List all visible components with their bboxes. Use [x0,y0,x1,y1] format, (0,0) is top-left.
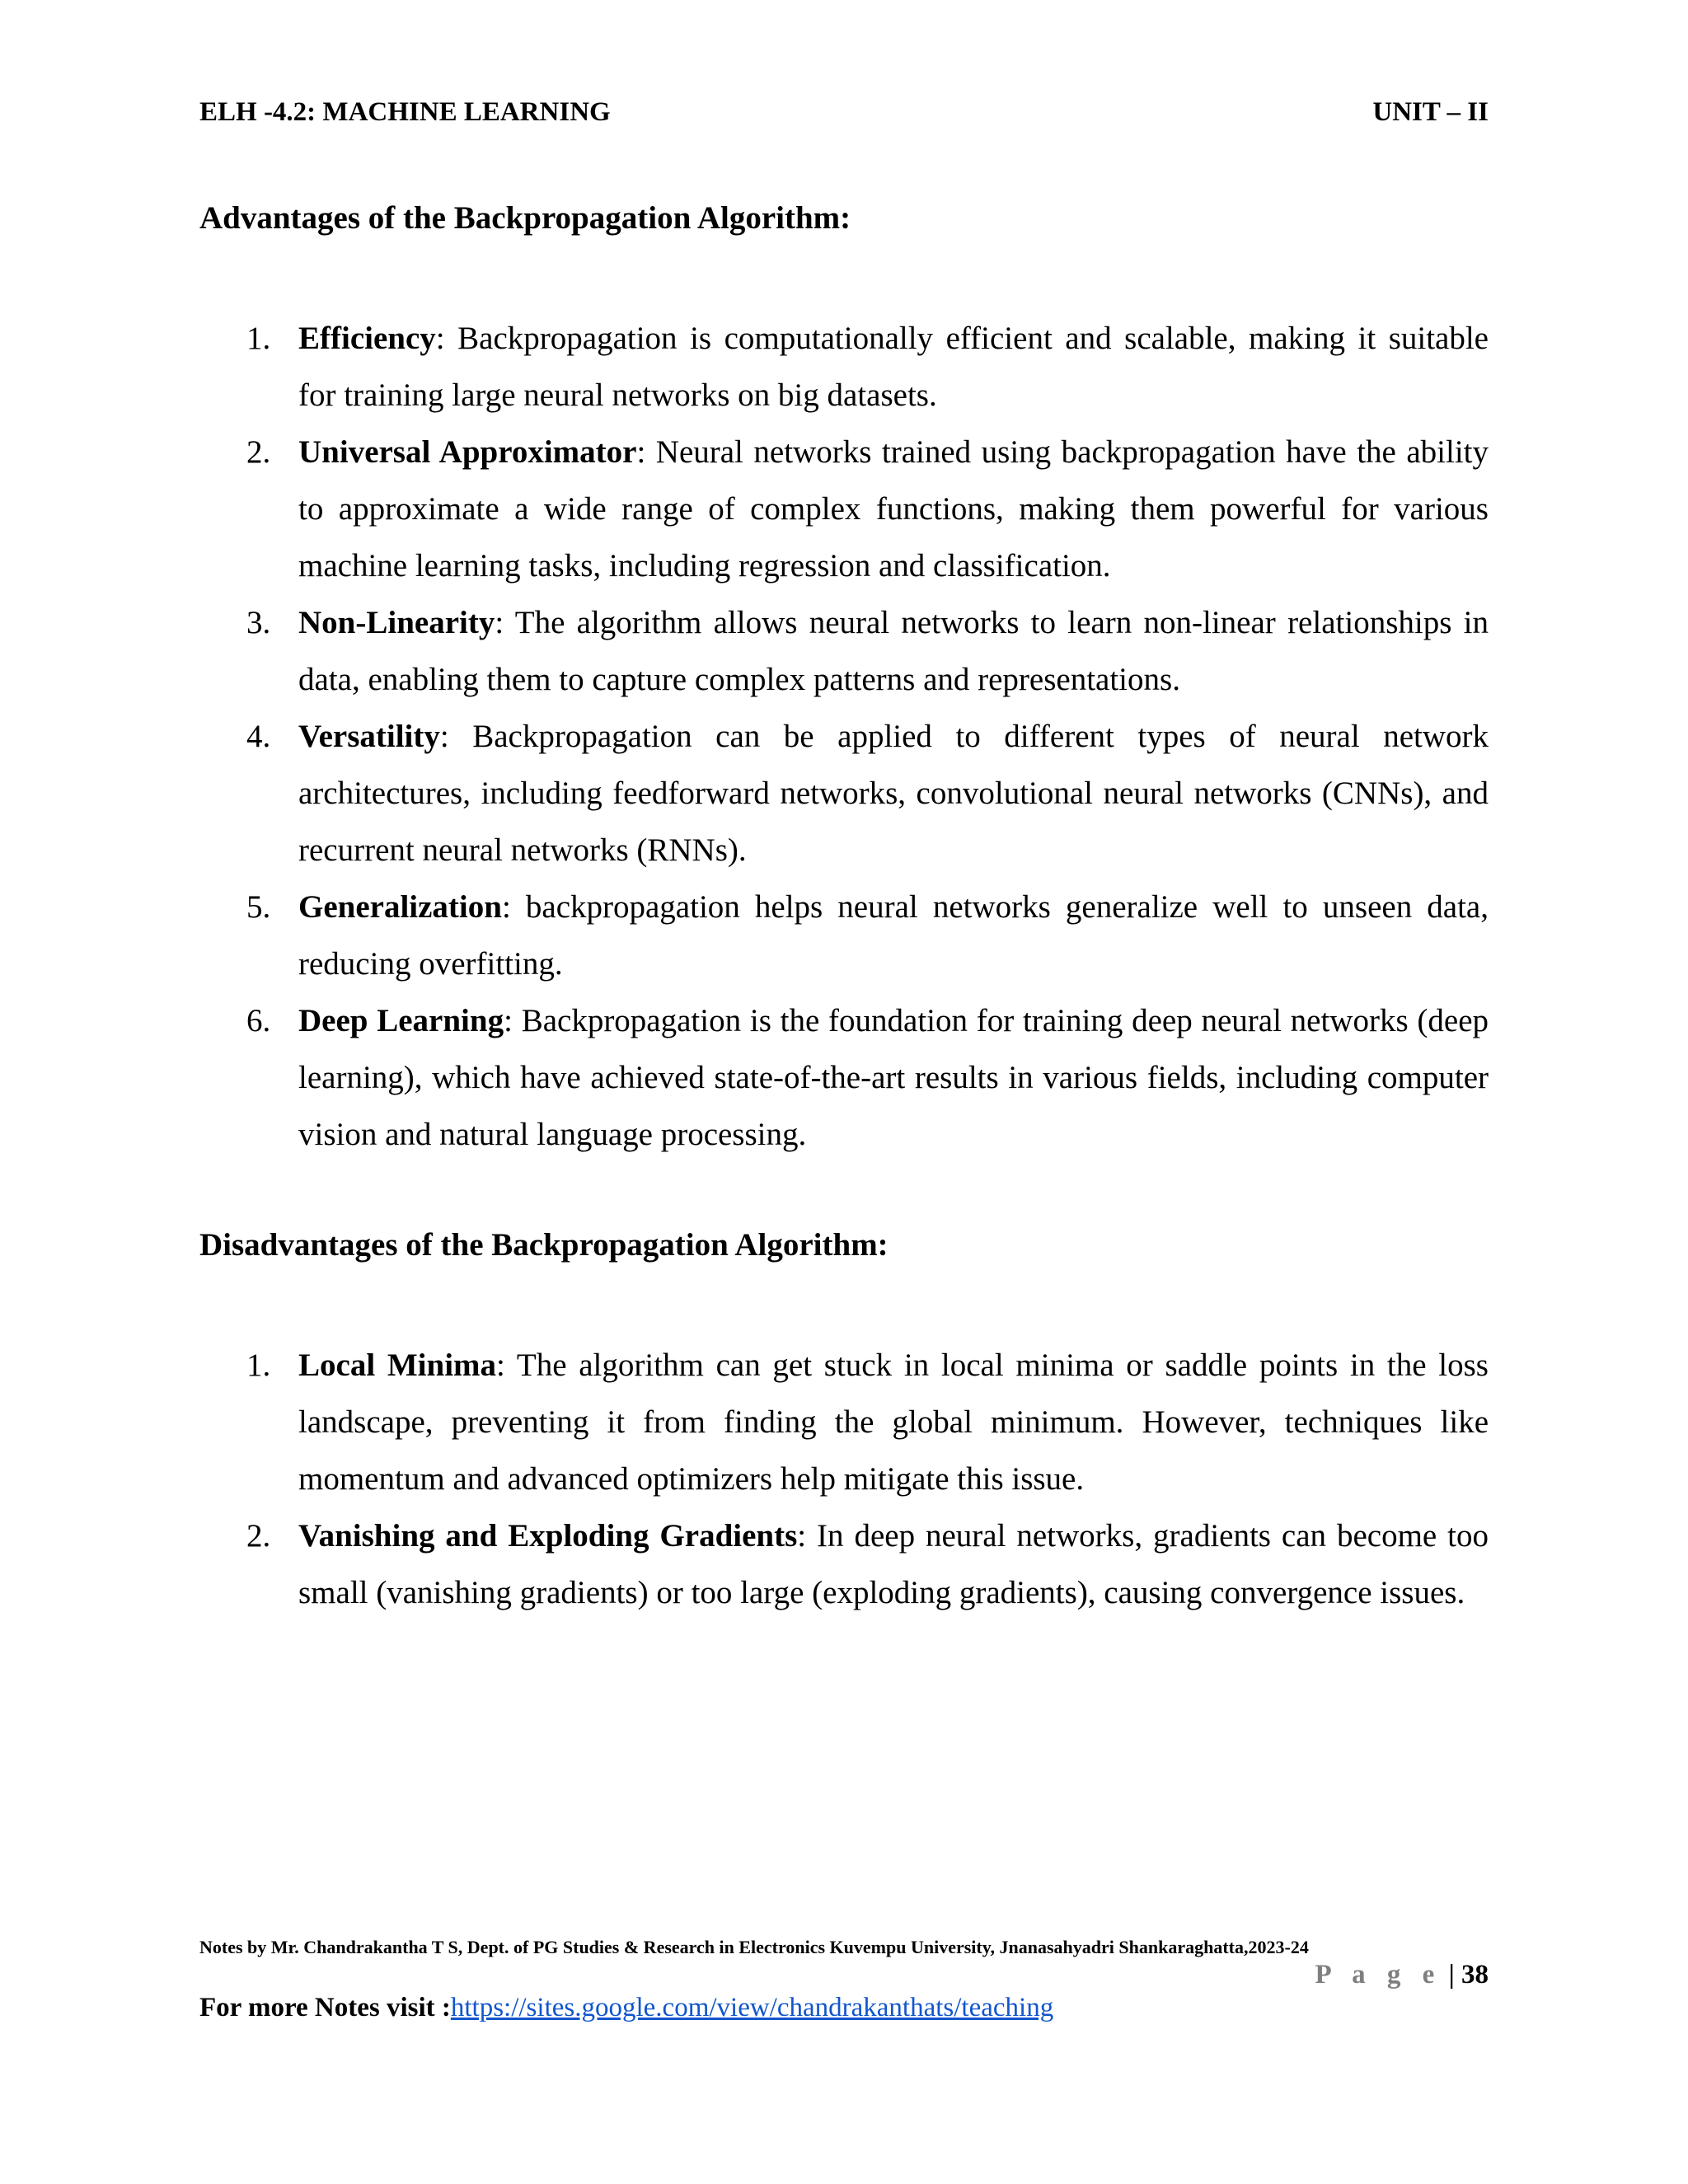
item-text: : Backpropagation is computationally efficient and scalable, making it suitable for training large neural networks on big datasets. [298,321,1489,413]
item-text: : Backpropagation is the foundation for training deep neural networks (deep learning), which have achieved state-of-the-art results in various fields, including computer vision and natural language processing. [298,1003,1489,1152]
page-number [1315,1960,1489,1990]
item-number: 1. [246,1347,271,1383]
item-term: Local Minima [298,1347,497,1383]
item-text: : backpropagation helps neural networks generalize well to unseen data, reducing overfitting. [298,889,1489,982]
item-text: : The algorithm can get stuck in local minima or saddle points in the loss landscape, preventing it from finding the global minimum. However, techniques like momentum and advanced optimizers help mitigate this issue. [298,1347,1489,1497]
disadvantages-heading: Disadvantages of the Backpropagation Algorithm: [199,1227,889,1263]
list-item [199,1337,1489,1507]
item-text: : The algorithm allows neural networks to learn non-linear relationships in data, enabling them to capture complex patterns and representations. [298,605,1489,697]
list-item [199,1507,1489,1621]
item-term: Generalization [298,889,502,925]
item-term: Universal Approximator [298,434,637,470]
item-number: 2. [246,434,271,470]
item-term: Deep Learning [298,1003,504,1038]
item-number: 6. [246,1003,271,1038]
page-number-value: 38 [1461,1960,1489,1990]
list-item [199,992,1489,1163]
item-text: : In deep neural networks, gradients can become too small (vanishing gradients) or too large (exploding gradients), causing convergence issues. [298,1518,1489,1610]
disadvantages-list [199,1337,1489,1621]
list-item [199,310,1489,424]
item-number: 3. [246,605,271,640]
visit-label: For more Notes visit : [199,1993,451,2022]
advantages-list [199,310,1489,1163]
item-term: Vanishing and Exploding Gradients [298,1518,798,1554]
running-header [199,97,1489,128]
item-number: 1. [246,321,271,356]
item-term: Efficiency [298,321,436,356]
list-item [199,594,1489,708]
page-label: P a g e [1315,1960,1442,1990]
header-course-title: ELH -4.2: MACHINE LEARNING [199,97,611,127]
teaching-site-link[interactable]: https://sites.google.com/view/chandrakanthats/teaching [450,1993,1054,2022]
list-item [199,708,1489,879]
item-text: : Backpropagation can be applied to different types of neural network architectures, including feedforward networks, convolutional neural networks (CNNs), and recurrent neural networks (RNNs). [298,719,1489,868]
item-number: 5. [246,889,271,925]
item-text: : Neural networks trained using backpropagation have the ability to approximate a wide range of complex functions, making them powerful for various machine learning tasks, including regression and classification. [298,434,1489,583]
item-number: 4. [246,719,271,754]
header-unit: UNIT – II [1372,97,1489,127]
item-number: 2. [246,1518,271,1554]
item-term: Non-Linearity [298,605,495,640]
item-term: Versatility [298,719,440,754]
footer-author-note: Notes by Mr. Chandrakantha T S, Dept. of PG Studies & Research in Electronics Kuvempu University, Jnanasahyadri Shankaraghatta,2023-24 [199,1937,1309,1957]
footer-visit [199,1993,1053,2023]
list-item [199,424,1489,594]
advantages-heading: Advantages of the Backpropagation Algorithm: [199,200,851,236]
list-item [199,879,1489,992]
page-separator: | [1442,1960,1461,1990]
